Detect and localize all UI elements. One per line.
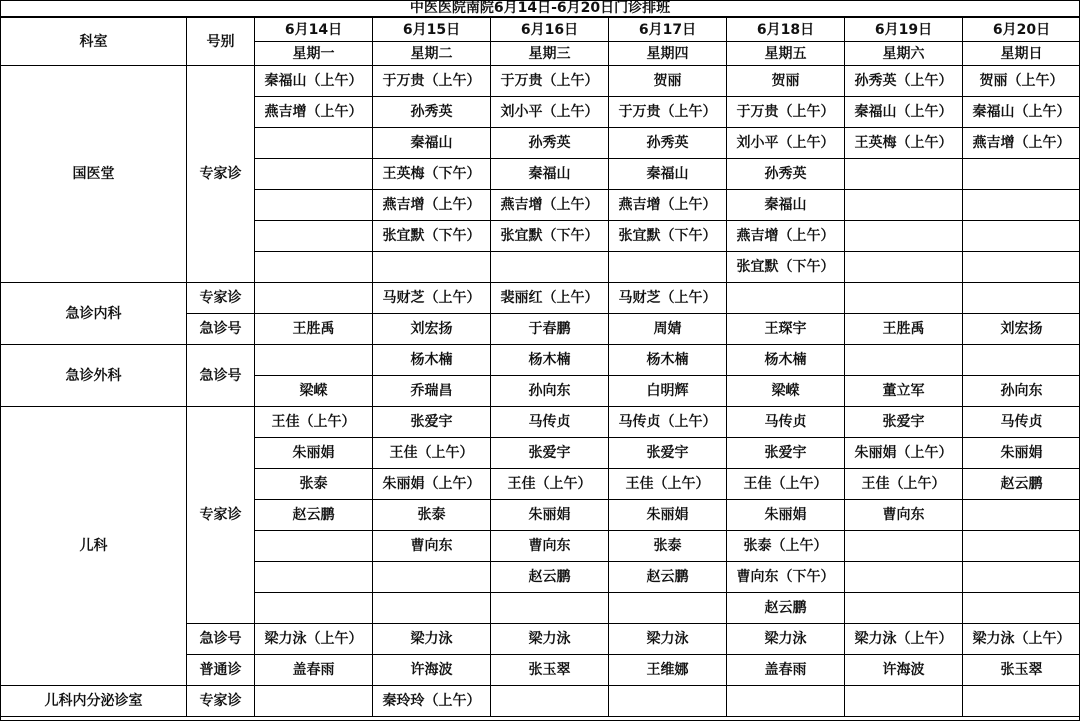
table-row [1,66,1080,97]
doctor-cell [255,252,373,283]
doctor-cell [963,159,1080,190]
doctor-cell: 马传贞 [963,407,1080,438]
doctor-cell: 张爱宇 [609,438,727,469]
doctor-cell: 王英梅（下午） [373,159,491,190]
doctor-cell: 孙秀英 [373,97,491,128]
doctor-cell: 朱丽娟（上午） [845,438,963,469]
doctor-cell [255,283,373,314]
doctor-cell: 王英梅（上午） [845,128,963,159]
type-header: 号别 [187,18,255,66]
doctor-cell [255,686,373,717]
doctor-cell [845,593,963,624]
doctor-cell: 张爱宇 [373,407,491,438]
doctor-cell: 张宜默（下午） [727,252,845,283]
doctor-cell: 贺丽 [609,66,727,97]
doctor-cell: 王佳（上午） [373,438,491,469]
doctor-cell: 秦福山 [373,128,491,159]
doctor-cell: 张玉翠 [963,655,1080,686]
doctor-cell: 燕吉增（上午） [609,190,727,221]
doctor-cell: 张爱宇 [491,438,609,469]
table-row [1,686,1080,717]
weekday-header: 星期日 [963,42,1080,66]
doctor-cell: 赵云鹏 [963,469,1080,500]
doctor-cell: 曹向东（下午） [727,562,845,593]
doctor-cell: 梁嵘 [255,376,373,407]
weekday-header: 星期三 [491,42,609,66]
doctor-cell: 张宜默（下午） [373,221,491,252]
doctor-cell: 秦福山 [491,159,609,190]
doctor-cell [963,593,1080,624]
date-header: 6月17日 [609,18,727,42]
doctor-cell [963,686,1080,717]
doctor-cell [373,252,491,283]
schedule-table [0,17,1080,717]
doctor-cell: 秦福山（上午） [963,97,1080,128]
doctor-cell: 梁力泳 [373,624,491,655]
doctor-cell: 张泰 [255,469,373,500]
clinic-type-cell: 专家诊 [187,283,255,314]
doctor-cell: 梁力泳 [491,624,609,655]
doctor-cell: 杨木楠 [373,345,491,376]
header-row-dates [1,18,1080,42]
doctor-cell: 董立军 [845,376,963,407]
doctor-cell: 乔瑞昌 [373,376,491,407]
doctor-cell: 秦玲玲（上午） [373,686,491,717]
doctor-cell: 杨木楠 [491,345,609,376]
doctor-cell: 孙秀英 [609,128,727,159]
doctor-cell [255,593,373,624]
doctor-cell: 许海波 [373,655,491,686]
date-header: 6月14日 [255,18,373,42]
date-header: 6月15日 [373,18,491,42]
date-header: 6月20日 [963,18,1080,42]
department-cell: 儿科内分泌诊室 [1,686,187,717]
doctor-cell [963,345,1080,376]
doctor-cell: 朱丽娟 [609,500,727,531]
doctor-cell: 燕吉增（上午） [373,190,491,221]
doctor-cell: 裴丽红（上午） [491,283,609,314]
doctor-cell [963,283,1080,314]
doctor-cell [727,686,845,717]
clinic-type-cell: 专家诊 [187,686,255,717]
doctor-cell [609,686,727,717]
table-row [1,407,1080,438]
date-header: 6月19日 [845,18,963,42]
doctor-cell [963,562,1080,593]
weekday-header: 星期二 [373,42,491,66]
department-cell: 国医堂 [1,66,187,283]
doctor-cell: 盖春雨 [255,655,373,686]
doctor-cell: 梁力泳（上午） [255,624,373,655]
doctor-cell: 秦福山（上午） [255,66,373,97]
doctor-cell [963,221,1080,252]
weekday-header: 星期五 [727,42,845,66]
doctor-cell: 朱丽娟（上午） [373,469,491,500]
doctor-cell: 张玉翠 [491,655,609,686]
doctor-cell: 王琛宇 [727,314,845,345]
doctor-cell: 杨木楠 [609,345,727,376]
page-title: 中医医院南院6月14日-6月20日门诊排班 [0,0,1080,17]
doctor-cell [609,252,727,283]
doctor-cell [845,190,963,221]
doctor-cell: 秦福山 [727,190,845,221]
doctor-cell: 王胜禹 [255,314,373,345]
doctor-cell [255,159,373,190]
doctor-cell: 燕吉增（上午） [491,190,609,221]
doctor-cell: 周婧 [609,314,727,345]
doctor-cell [609,593,727,624]
doctor-cell: 刘小平（上午） [727,128,845,159]
doctor-cell [255,221,373,252]
clinic-type-cell: 专家诊 [187,407,255,624]
doctor-cell: 贺丽（上午） [963,66,1080,97]
doctor-cell: 于春鹏 [491,314,609,345]
doctor-cell: 孙秀英（上午） [845,66,963,97]
doctor-cell: 赵云鹏 [255,500,373,531]
doctor-cell: 张泰 [609,531,727,562]
weekday-header: 星期四 [609,42,727,66]
doctor-cell: 梁力泳 [609,624,727,655]
doctor-cell: 赵云鹏 [727,593,845,624]
doctor-cell [373,593,491,624]
doctor-cell [845,252,963,283]
doctor-cell: 赵云鹏 [609,562,727,593]
doctor-cell: 张宜默（下午） [609,221,727,252]
doctor-cell: 王佳（上午） [609,469,727,500]
doctor-cell: 曹向东 [845,500,963,531]
doctor-cell: 燕吉增（上午） [255,97,373,128]
doctor-cell: 孙秀英 [727,159,845,190]
doctor-cell: 朱丽娟 [963,438,1080,469]
doctor-cell [373,562,491,593]
doctor-cell: 马传贞 [727,407,845,438]
doctor-cell: 孙秀英 [491,128,609,159]
doctor-cell: 孙向东 [963,376,1080,407]
doctor-cell: 张宜默（下午） [491,221,609,252]
weekday-header: 星期六 [845,42,963,66]
table-row [1,345,1080,376]
doctor-cell: 梁力泳（上午） [963,624,1080,655]
doctor-cell: 许海波 [845,655,963,686]
doctor-cell: 梁嵘 [727,376,845,407]
doctor-cell: 王维娜 [609,655,727,686]
doctor-cell [845,221,963,252]
doctor-cell: 马传贞（上午） [609,407,727,438]
clinic-type-cell: 急诊号 [187,345,255,407]
doctor-cell: 张泰（上午） [727,531,845,562]
doctor-cell: 盖春雨 [727,655,845,686]
clinic-type-cell: 专家诊 [187,66,255,283]
doctor-cell [255,531,373,562]
doctor-cell [845,283,963,314]
doctor-cell [963,190,1080,221]
doctor-cell: 白明辉 [609,376,727,407]
doctor-cell: 曹向东 [491,531,609,562]
doctor-cell: 孙向东 [491,376,609,407]
department-cell: 儿科 [1,407,187,686]
doctor-cell [255,345,373,376]
doctor-cell [845,531,963,562]
date-header: 6月18日 [727,18,845,42]
doctor-cell: 秦福山（上午） [845,97,963,128]
doctor-cell: 秦福山 [609,159,727,190]
doctor-cell [963,531,1080,562]
doctor-cell: 张爱宇 [727,438,845,469]
table-row [1,283,1080,314]
doctor-cell [845,562,963,593]
weekday-header: 星期一 [255,42,373,66]
doctor-cell: 赵云鹏 [491,562,609,593]
doctor-cell: 于万贵（上午） [491,66,609,97]
doctor-cell [491,252,609,283]
doctor-cell [963,252,1080,283]
doctor-cell [727,283,845,314]
clinic-type-cell: 普通诊 [187,655,255,686]
doctor-cell: 贺丽 [727,66,845,97]
doctor-cell: 王胜禹 [845,314,963,345]
doctor-cell: 刘小平（上午） [491,97,609,128]
doctor-cell: 刘宏扬 [373,314,491,345]
doctor-cell [845,345,963,376]
doctor-cell [255,128,373,159]
doctor-cell: 马财芝（上午） [373,283,491,314]
doctor-cell: 王佳（上午） [845,469,963,500]
department-cell: 急诊外科 [1,345,187,407]
doctor-cell [491,686,609,717]
doctor-cell [255,190,373,221]
doctor-cell [491,593,609,624]
schedule-body [1,66,1080,717]
department-cell: 急诊内科 [1,283,187,345]
date-header: 6月16日 [491,18,609,42]
doctor-cell: 王佳（上午） [491,469,609,500]
doctor-cell: 朱丽娟 [255,438,373,469]
doctor-cell: 于万贵（上午） [727,97,845,128]
doctor-cell: 王佳（上午） [727,469,845,500]
doctor-cell: 曹向东 [373,531,491,562]
doctor-cell: 王佳（上午） [255,407,373,438]
doctor-cell: 燕吉增（上午） [963,128,1080,159]
doctor-cell: 于万贵（上午） [373,66,491,97]
doctor-cell: 张爱宇 [845,407,963,438]
doctor-cell: 刘宏扬 [963,314,1080,345]
doctor-cell: 燕吉增（上午） [727,221,845,252]
doctor-cell: 朱丽娟 [491,500,609,531]
doctor-cell: 朱丽娟 [727,500,845,531]
doctor-cell: 梁力泳 [727,624,845,655]
clinic-type-cell: 急诊号 [187,314,255,345]
clinic-type-cell: 急诊号 [187,624,255,655]
doctor-cell: 于万贵（上午） [609,97,727,128]
doctor-cell: 梁力泳（上午） [845,624,963,655]
dept-header: 科室 [1,18,187,66]
doctor-cell: 杨木楠 [727,345,845,376]
doctor-cell: 张泰 [373,500,491,531]
doctor-cell [255,562,373,593]
doctor-cell [845,159,963,190]
doctor-cell [845,686,963,717]
doctor-cell [963,500,1080,531]
doctor-cell: 马传贞 [491,407,609,438]
doctor-cell: 马财芝（上午） [609,283,727,314]
